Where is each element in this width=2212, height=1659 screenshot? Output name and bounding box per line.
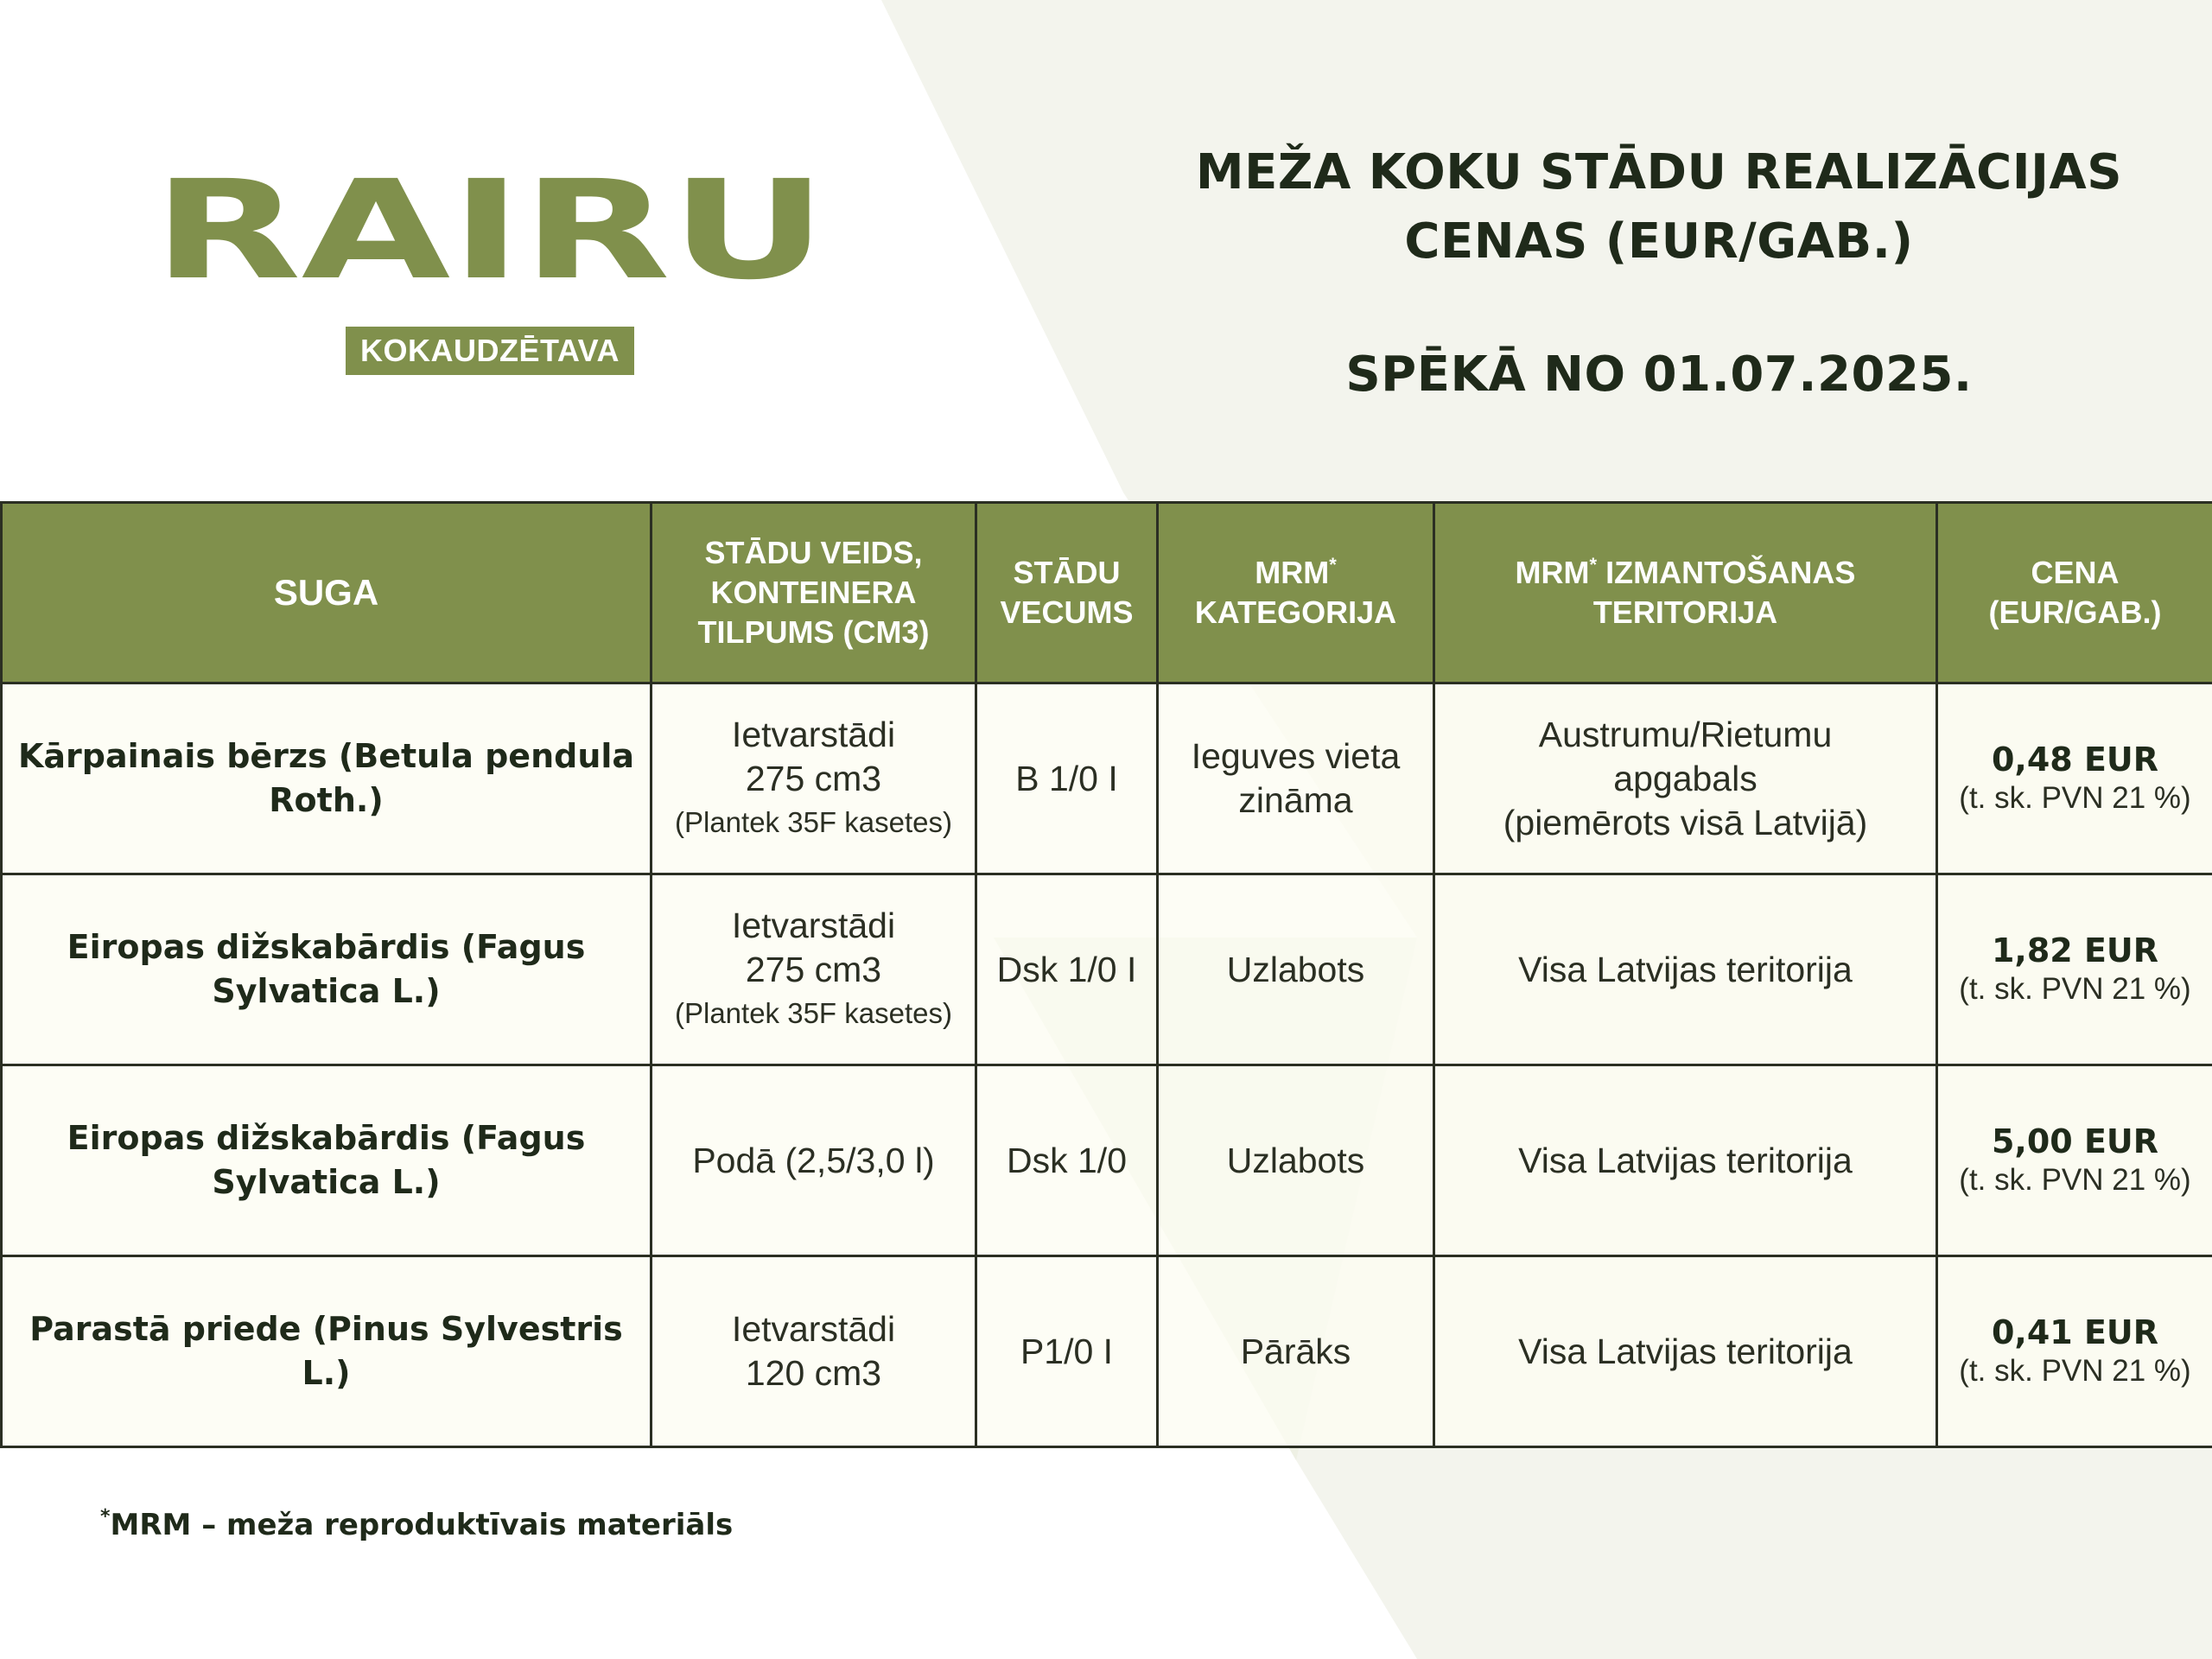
cell-area: Visa Latvijas teritorija xyxy=(1434,1256,1937,1447)
cell-price: 0,48 EUR (t. sk. PVN 21 %) xyxy=(1937,683,2212,874)
logo-badge: KOKAUDZĒTAVA xyxy=(346,327,634,375)
page-title xyxy=(1158,138,2160,410)
effective-date: SPĒKĀ NO 01.07.2025. xyxy=(1345,346,1973,403)
header-category: MRM* KATEGORIJA xyxy=(1158,503,1434,683)
logo-wordmark-text: RAIRU xyxy=(153,177,827,281)
cell-price: 1,82 EUR (t. sk. PVN 21 %) xyxy=(1937,874,2212,1065)
table-row xyxy=(2,683,2212,874)
price-table xyxy=(0,501,2212,1448)
table-header-row xyxy=(2,503,2212,683)
cell-category: Pārāks xyxy=(1158,1256,1434,1447)
rairu-wordmark xyxy=(151,177,830,281)
cell-area: Visa Latvijas teritorija xyxy=(1434,874,1937,1065)
cell-species: Parastā priede (Pinus Sylvestris L.) xyxy=(2,1256,652,1447)
cell-area: Austrumu/Rietumu apgabals (piemērots visā Latvijā) xyxy=(1434,683,1937,874)
cell-age: Dsk 1/0 xyxy=(976,1065,1158,1256)
footnote-text: MRM – meža reproduktīvais materiāls xyxy=(110,1508,734,1542)
cell-species: Eiropas dižskabārdis (Fagus Sylvatica L.) xyxy=(2,1065,652,1256)
cell-area: Visa Latvijas teritorija xyxy=(1434,1065,1937,1256)
footnote xyxy=(100,1508,733,1542)
footnote-star: * xyxy=(100,1506,111,1528)
cell-category: Uzlabots xyxy=(1158,1065,1434,1256)
table-row xyxy=(2,1065,2212,1256)
header-age: STĀDU VECUMS xyxy=(976,503,1158,683)
title-line-1: MEŽA KOKU STĀDU REALIZĀCIJAS xyxy=(1195,144,2123,200)
cell-age: P1/0 I xyxy=(976,1256,1158,1447)
table-row xyxy=(2,1256,2212,1447)
header-area: MRM* IZMANTOŠANAS TERITORIJA xyxy=(1434,503,1937,683)
cell-type: Podā (2,5/3,0 l) xyxy=(652,1065,976,1256)
logo xyxy=(151,177,830,368)
header-price: CENA (EUR/GAB.) xyxy=(1937,503,2212,683)
cell-price: 5,00 EUR (t. sk. PVN 21 %) xyxy=(1937,1065,2212,1256)
title-line-2: CENAS (EUR/GAB.) xyxy=(1404,213,1914,270)
cell-age: Dsk 1/0 I xyxy=(976,874,1158,1065)
cell-type: Ietvarstādi 275 cm3 (Plantek 35F kasetes) xyxy=(652,683,976,874)
cell-species: Kārpainais bērzs (Betula pendula Roth.) xyxy=(2,683,652,874)
header-species: SUGA xyxy=(2,503,652,683)
cell-category: Ieguves vieta zināma xyxy=(1158,683,1434,874)
cell-category: Uzlabots xyxy=(1158,874,1434,1065)
cell-species: Eiropas dižskabārdis (Fagus Sylvatica L.) xyxy=(2,874,652,1065)
table-row xyxy=(2,874,2212,1065)
cell-price: 0,41 EUR (t. sk. PVN 21 %) xyxy=(1937,1256,2212,1447)
cell-age: B 1/0 I xyxy=(976,683,1158,874)
header-type: STĀDU VEIDS, KONTEINERA TILPUMS (CM3) xyxy=(652,503,976,683)
cell-type: Ietvarstādi 275 cm3 (Plantek 35F kasetes) xyxy=(652,874,976,1065)
cell-type: Ietvarstādi 120 cm3 xyxy=(652,1256,976,1447)
